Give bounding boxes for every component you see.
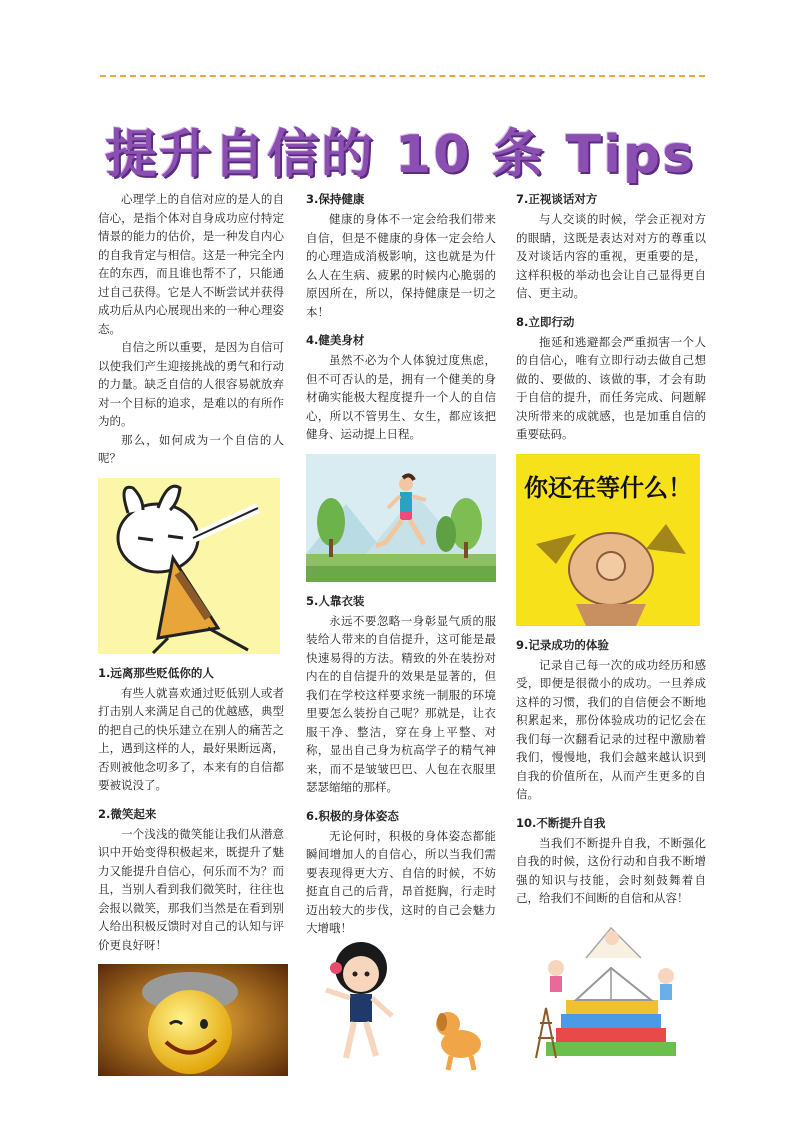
pointing-finger-poster xyxy=(516,454,700,626)
intro-paragraph-3: 那么，如何成为一个自信的人呢？ xyxy=(98,432,284,465)
tip-9-body: 记录自己每一次的成功经历和感受，即便是很微小的成功。一旦养成这样的习惯，我们的自信便会不断地积累起来，那份体验成功的记忆会在我们每一次翻看记录的过程中激励着我们，慢慢地，我们会越来越认识到自我的价值所在，从而产生更多的自信。 xyxy=(516,657,706,801)
column-left xyxy=(98,190,284,1076)
tip-6-heading: 6.积极的身体姿态 xyxy=(306,808,399,823)
dabbing-rabbit-illustration xyxy=(98,478,280,654)
tip-5-heading: 5.人靠衣装 xyxy=(306,593,365,608)
tip-6-body: 无论何时，积极的身体姿态都能瞬间增加人的自信心，所以当我们需要表现得更大方、自信的时候，不妨挺直自己的后背，昂首挺胸，行走时迈出较大的步伐，这时的自己会魅力大增哦！ xyxy=(306,828,496,935)
runner-illustration xyxy=(306,454,496,582)
tip-5-body: 永远不要忽略一身彰显气质的服装给人带来的自信提升，这可能是最快速易得的方法。精致的外在装扮对内在的自信提升的效果是显著的，但我们在学校这样要求统一制服的环境里要怎么装扮自己呢？那就是，让衣服干净、整洁，穿在身上平整、对称，显出自己身为杭高学子的精气神来，而不是皱皱巴巴、人包在衣服里瑟瑟缩缩的那样。 xyxy=(306,613,496,794)
tip-4-heading: 4.健美身材 xyxy=(306,333,365,347)
intro-paragraph-1: 心理学上的自信对应的是人的自信心，是指个体对自身成功应付特定情景的能力的估价，是一种发自内心的自我肯定与相信。这是一种完全内在的东西，而且谁也帮不了，只能通过自己获得。它是人不断尝试并获得成功后从内心展现出来的一种心理姿态。 xyxy=(98,192,284,336)
tip-8-body: 拖延和逃避都会严重损害一个人的自信心，唯有立即行动去做自己想做的、要做的、该做的事，才会有助于自信的提升，而任务完成、问题解决所带来的成就感，也是加重自信的重要砝码。 xyxy=(516,334,706,441)
tip-1-body: 有些人就喜欢通过贬低别人或者打击别人来满足自己的优越感，典型的把自己的快乐建立在别人的痛苦之上，遇到这样的人，最好果断远离，否则被他念叨多了，本来有的自信都要被说没了。 xyxy=(98,685,284,792)
tip-7-heading: 7.正视谈话对方 xyxy=(516,192,598,206)
kids-reading-books-illustration xyxy=(516,908,700,1068)
tip-10-body: 当我们不断提升自我，不断强化自我的时候，这份行动和自我不断增强的知识与技能，会时刻鼓舞着自己，给我们不间断的自信和从容！ xyxy=(516,835,706,905)
smiley-ball-photo xyxy=(98,964,288,1076)
girl-and-puppy-illustration xyxy=(306,938,496,1084)
tip-3-body: 健康的身体不一定会给我们带来自信，但是不健康的身体一定会给人的心理造成消极影响，这也就是为什么人在生病、疲累的时候内心脆弱的原因所在，所以，保持健康是一切之本！ xyxy=(306,212,496,319)
tip-4-body: 虽然不必为个人体貌过度焦虑，但不可否认的是，拥有一个健美的身材确实能极大程度提升一个人的自信心，所以不管男生、女生，都应该把健身、运动提上日程。 xyxy=(306,353,496,441)
page-title: 提升自信的 10 条 Tips xyxy=(104,125,696,185)
tip-10-heading: 10.不断提升自我 xyxy=(516,815,606,830)
tip-2-body: 一个浅浅的微笑能让我们从潜意识中开始变得积极起来，既提升了魅力又能提升自信心，何乐而不为？而且，当别人看到我们微笑时，往往也会报以微笑，那我们当然是在看到别人给出积极反馈时对自己的认知与评价更良好呀！ xyxy=(98,826,284,952)
column-middle xyxy=(306,190,496,1084)
decorative-dashed-divider xyxy=(100,75,705,77)
tip-9-heading: 9.记录成功的体验 xyxy=(516,637,609,652)
tip-3-heading: 3.保持健康 xyxy=(306,192,365,206)
tip-8-heading: 8.立即行动 xyxy=(516,314,575,329)
intro-paragraph-2: 自信之所以重要，是因为自信可以使我们产生迎接挑战的勇气和行动的力量。缺乏自信的人很容易就放弃对一个目标的追求，是难以的有所作为的。 xyxy=(98,340,284,428)
column-right xyxy=(516,190,706,1068)
tip-7-body: 与人交谈的时候，学会正视对方的眼睛，这既是表达对对方的尊重以及对谈话内容的重视，更重要的是，这样积极的举动也会让自己显得更自信、更主动。 xyxy=(516,212,706,300)
poster-caption: 你还在等什么！ xyxy=(524,473,692,502)
tip-2-heading: 2.微笑起来 xyxy=(98,806,157,821)
tip-1-heading: 1.远离那些贬低你的人 xyxy=(98,665,214,680)
